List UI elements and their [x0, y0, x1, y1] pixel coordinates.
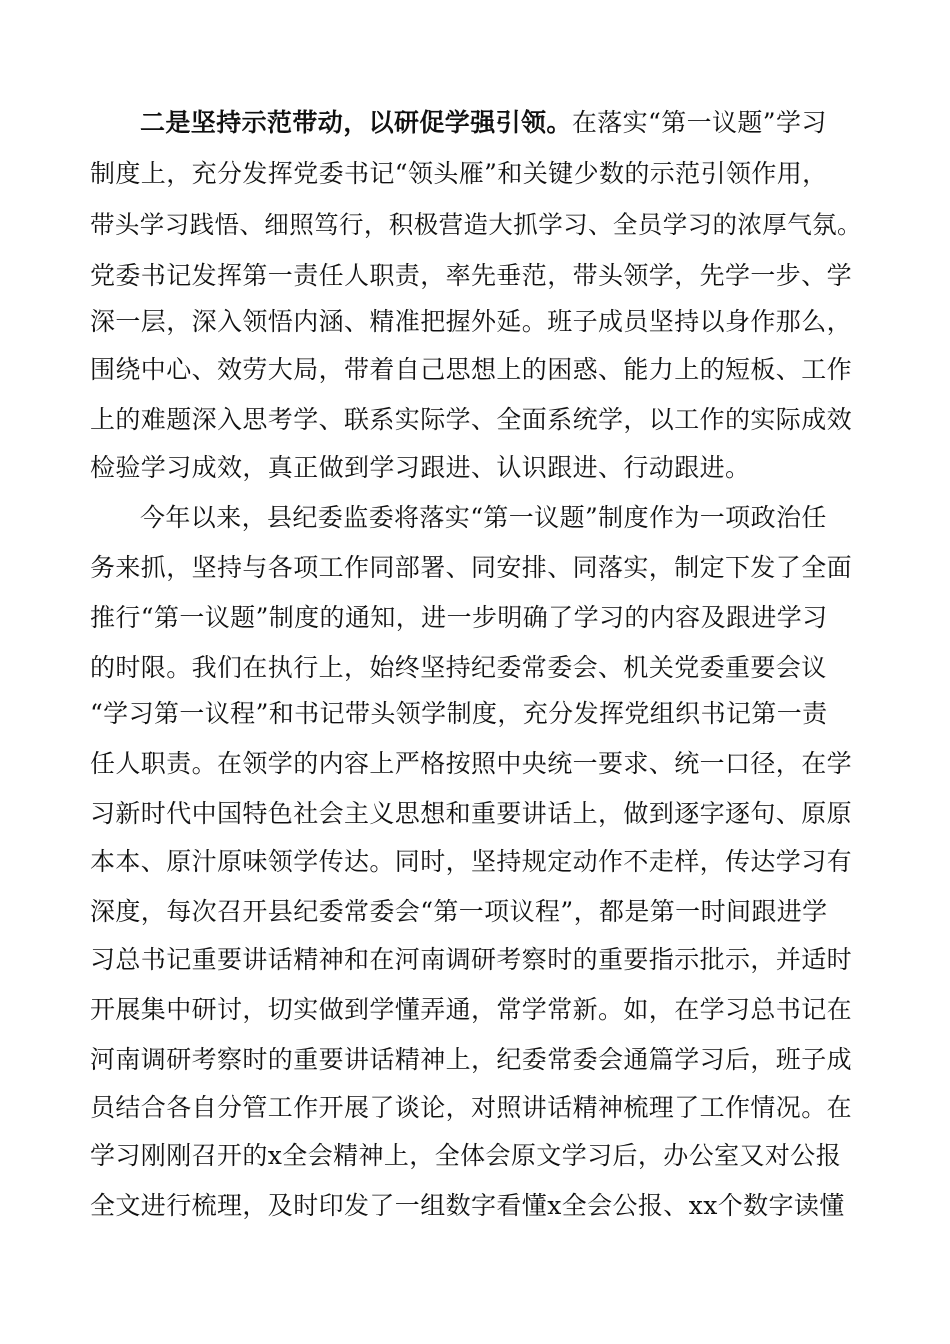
paragraph-1-line-1-text: 在落实“第一议题”学习: [571, 108, 827, 137]
paragraph-2-line-5: “学习第一议程”和书记带头领学制度，充分发挥党组织书记第一责: [90, 699, 828, 728]
paragraph-1-line-1: [140, 103, 870, 143]
paragraph-2-line-2: 务来抓，坚持与各项工作同部署、同安排、同落实，制定下发了全面: [90, 553, 853, 582]
paragraph-2-line-1: 今年以来，县纪委监委将落实“第一议题”制度作为一项政治任: [140, 503, 827, 532]
paragraph-2-line-4: 的时限。我们在执行上，始终坚持纪委常委会、机关党委重要会议: [90, 653, 827, 682]
paragraph-2-line-3: 推行“第一议题”制度的通知，进一步明确了学习的内容及跟进学习: [90, 603, 828, 632]
paragraph-1-line-6: 围绕中心、效劳大局，带着自己思想上的困惑、能力上的短板、工作: [90, 355, 853, 384]
paragraph-2-line-9: 深度，每次召开县纪委常委会“第一项议程”，都是第一时间跟进学: [90, 897, 828, 926]
paragraph-1-line-5: 深一层，深入领悟内涵、精准把握外延。班子成员坚持以身作那么，: [90, 307, 853, 336]
paragraph-1-line-3: 带头学习践悟、细照笃行，积极营造大抓学习、全员学习的浓厚气氛。: [90, 210, 862, 239]
paragraph-1-heading: 二是坚持示范带动，以研促学强引领。: [140, 108, 572, 137]
paragraph-2-line-14: 学习刚刚召开的x全会精神上，全体会原文学习后，办公室又对公报: [90, 1141, 842, 1170]
paragraph-1-line-4: 党委书记发挥第一责任人职责，率先垂范，带头领学，先学一步、学: [90, 261, 853, 290]
paragraph-2-line-15: 全文进行梳理，及时印发了一组数字看懂x全会公报、xx个数字读懂: [90, 1191, 845, 1220]
paragraph-2-line-11: 开展集中研讨，切实做到学懂弄通，常学常新。如，在学习总书记在: [90, 995, 853, 1024]
paragraph-2-line-13: 员结合各自分管工作开展了谈论，对照讲话精神梳理了工作情况。在: [90, 1093, 853, 1122]
paragraph-1-line-7: 上的难题深入思考学、联系实际学、全面系统学，以工作的实际成效: [90, 405, 853, 434]
paragraph-2-line-12: 河南调研考察时的重要讲话精神上，纪委常委会通篇学习后，班子成: [90, 1045, 853, 1074]
paragraph-1-line-8: 检验学习成效，真正做到学习跟进、认识跟进、行动跟进。: [90, 453, 751, 482]
paragraph-2-line-8: 本本、原汁原味领学传达。同时，坚持规定动作不走样，传达学习有: [90, 847, 853, 876]
paragraph-2-line-7: 习新时代中国特色社会主义思想和重要讲话上，做到逐字逐句、原原: [90, 799, 853, 828]
paragraph-2-line-6: 任人职责。在领学的内容上严格按照中央统一要求、统一口径，在学: [90, 749, 853, 778]
paragraph-1-line-2: 制度上，充分发挥党委书记“领头雁”和关键少数的示范引领作用，: [90, 159, 828, 188]
paragraph-2-line-10: 习总书记重要讲话精神和在河南调研考察时的重要指示批示，并适时: [90, 945, 853, 974]
